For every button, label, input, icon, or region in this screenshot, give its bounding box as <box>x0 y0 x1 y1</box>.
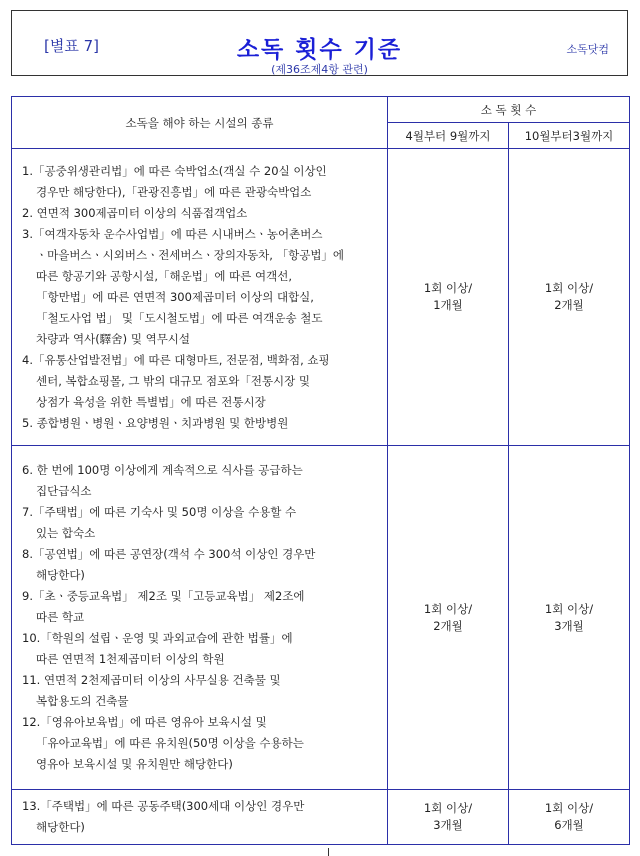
list-item: 13.「주택법」에 따른 공동주택(300세대 이상인 경우만 <box>22 799 305 813</box>
page-title: 소독 횟수 기준 <box>236 37 403 63</box>
list-item: 상점가 육성을 위한 특별법」에 따른 전통시장 <box>36 394 266 409</box>
frequency-line: 1회 이상/ <box>423 601 473 616</box>
table-row <box>12 790 630 845</box>
frequency-line: 1개월 <box>433 298 463 312</box>
table-row <box>12 446 630 790</box>
facility-list <box>12 149 388 446</box>
list-item: 12.「영유아보육법」에 따른 영유아 보육시설 및 <box>22 715 267 729</box>
list-item: 있는 합숙소 <box>36 526 96 540</box>
frequency-line: 3개월 <box>554 618 584 633</box>
list-item: 「항만법」에 따른 연면적 300제곱미터 이상의 대합실, <box>36 289 314 304</box>
winter-frequency <box>509 149 630 446</box>
list-item: 6. 한 번에 100명 이상에게 계속적으로 식사를 공급하는 <box>22 463 303 477</box>
list-item: 복합용도의 건축물 <box>36 694 129 708</box>
list-item: 4.「유통산업발전법」에 따른 대형마트, 전문점, 백화점, 쇼핑 <box>22 352 330 367</box>
list-item: 집단급식소 <box>36 484 92 498</box>
disinfection-table <box>11 96 630 845</box>
list-item: 센터, 복합쇼핑몰, 그 밖의 대규모 점포와「전통시장 및 <box>36 373 311 388</box>
header-box <box>11 10 628 76</box>
facility-list <box>12 790 388 845</box>
list-item: 영유아 보육시설 및 유치원만 해당한다) <box>36 757 233 771</box>
list-item: 「철도사업 법」 및「도시철도법」에 따른 여객운송 철도 <box>36 310 323 325</box>
list-item: 5. 종합병원ㆍ병원ㆍ요양병원ㆍ치과병원 및 한방병원 <box>22 415 289 430</box>
summer-frequency <box>388 446 509 790</box>
list-item: 따른 연면적 1천제곱미터 이상의 학원 <box>36 652 225 666</box>
list-item: 경우만 해당한다),「관광진흥법」에 따른 관광숙박업소 <box>36 184 312 199</box>
winter-frequency <box>509 446 630 790</box>
winter-frequency <box>509 790 630 845</box>
summer-frequency <box>388 149 509 446</box>
table-label: [별표 7] <box>44 37 99 55</box>
frequency-line: 1회 이상/ <box>544 801 594 815</box>
frequency-line: 1회 이상/ <box>423 801 473 815</box>
list-item: 따른 항공기와 공항시설,「해운법」에 따른 여객선, <box>36 268 293 283</box>
column-header-count: 소 독 횟 수 <box>388 97 630 123</box>
column-header-summer: 4월부터 9월까지 <box>388 123 509 149</box>
frequency-line: 1회 이상/ <box>423 281 473 295</box>
page-divider <box>328 848 329 856</box>
list-item: 10.「학원의 설립ㆍ운영 및 과외교습에 관한 법률」에 <box>22 631 293 645</box>
table-row <box>12 149 630 446</box>
column-header-winter: 10월부터3월까지 <box>509 123 630 149</box>
list-item: 3.「여객자동차 운수사업법」에 따른 시내버스ㆍ농어촌버스 <box>22 226 323 241</box>
list-item: 8.「공연법」에 따른 공연장(객석 수 300석 이상인 경우만 <box>22 547 316 561</box>
list-item: 11. 연면적 2천제곱미터 이상의 사무실용 건축물 및 <box>22 673 281 687</box>
list-item: 7.「주택법」에 따른 기숙사 및 50명 이상을 수용할 수 <box>22 505 297 519</box>
list-item: 2. 연면적 300제곱미터 이상의 식품접객업소 <box>22 205 248 220</box>
facility-list <box>12 446 388 790</box>
column-header-facility: 소독을 해야 하는 시설의 종류 <box>12 97 388 149</box>
list-item: 차량과 역사(驛舍) 및 역무시설 <box>36 331 191 346</box>
frequency-line: 2개월 <box>433 618 463 633</box>
list-item: 따른 학교 <box>36 610 85 624</box>
list-item: 「유아교육법」에 따른 유치원(50명 이상을 수용하는 <box>36 736 304 750</box>
frequency-line: 1회 이상/ <box>544 601 594 616</box>
frequency-line: 1회 이상/ <box>544 281 594 295</box>
summer-frequency <box>388 790 509 845</box>
frequency-line: 3개월 <box>433 818 463 832</box>
frequency-line: 2개월 <box>554 298 584 312</box>
list-item: 9.「초ㆍ중등교육법」 제2조 및「고등교육법」 제2조에 <box>22 589 305 603</box>
source-label: 소독닷컴 <box>566 43 609 56</box>
list-item: 1.「공중위생관리법」에 따른 숙박업소(객실 수 20실 이상인 <box>22 163 327 178</box>
frequency-line: 6개월 <box>554 818 584 832</box>
page-subtitle: (제36조제4항 관련) <box>271 63 368 76</box>
list-item: 해당한다) <box>36 568 85 582</box>
list-item: 해당한다) <box>36 820 85 834</box>
list-item: ㆍ마을버스ㆍ시외버스ㆍ전세버스ㆍ장의자동차, 「항공법」에 <box>36 247 345 262</box>
